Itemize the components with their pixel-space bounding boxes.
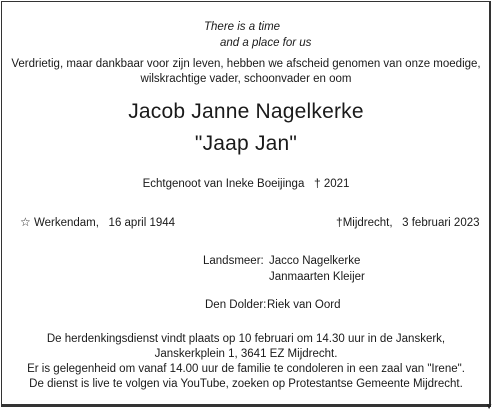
birth-line — [20, 215, 175, 229]
notice-line-3: Er is gelegenheid om vanaf 14.00 uur de familie te condoleren in een zaal van "Irene". — [27, 363, 465, 375]
motto-line-1: There is a time — [204, 21, 281, 33]
cross-icon: † — [313, 176, 321, 190]
spouse-text: Echtgenoot van Ineke Boeijinga — [142, 178, 305, 190]
motto-line-2: and a place for us — [220, 37, 312, 49]
birth-date: 16 april 1944 — [108, 217, 176, 229]
spouse-line — [2, 176, 490, 190]
family-name: Riek van Oord — [267, 299, 341, 311]
notice-line-1: De herdenkingsdienst vindt plaats op 10 februari om 14.30 uur in de Janskerk, — [46, 333, 446, 345]
death-line — [336, 215, 480, 229]
death-notice-card — [1, 1, 491, 407]
family-location-landsmeer: Landsmeer: — [203, 255, 264, 267]
family-location-den-dolder: Den Dolder: — [205, 299, 267, 311]
intro-line-2: wilskrachtige vader, schoonvader en oom — [140, 73, 352, 85]
deceased-full-name: Jacob Janne Nagelkerke — [128, 100, 364, 123]
deceased-nickname: "Jaap Jan" — [194, 132, 298, 155]
scroll-down-icon[interactable]: ▼ — [485, 402, 493, 411]
death-place: Mijdrecht, — [342, 217, 393, 229]
star-icon: ☆ — [20, 215, 31, 229]
notice-line-2: Janskerkplein 1, 3641 EZ Mijdrecht. — [154, 348, 338, 360]
notice-line-4: De dienst is live te volgen via YouTube, zoeken op Protestantse Gemeente Mijdrecht. — [29, 378, 463, 390]
spouse-year: 2021 — [323, 178, 350, 190]
cross-icon: † — [336, 215, 343, 229]
death-date: 3 februari 2023 — [402, 217, 480, 229]
intro-line-1: Verdrietig, maar dankbaar voor zijn leven, hebben we afscheid genomen van onze moedige, — [11, 58, 481, 70]
birth-place: Werkendam, — [33, 217, 99, 229]
family-name: Janmaarten Kleijer — [269, 271, 365, 283]
family-name: Jacco Nagelkerke — [269, 255, 361, 267]
